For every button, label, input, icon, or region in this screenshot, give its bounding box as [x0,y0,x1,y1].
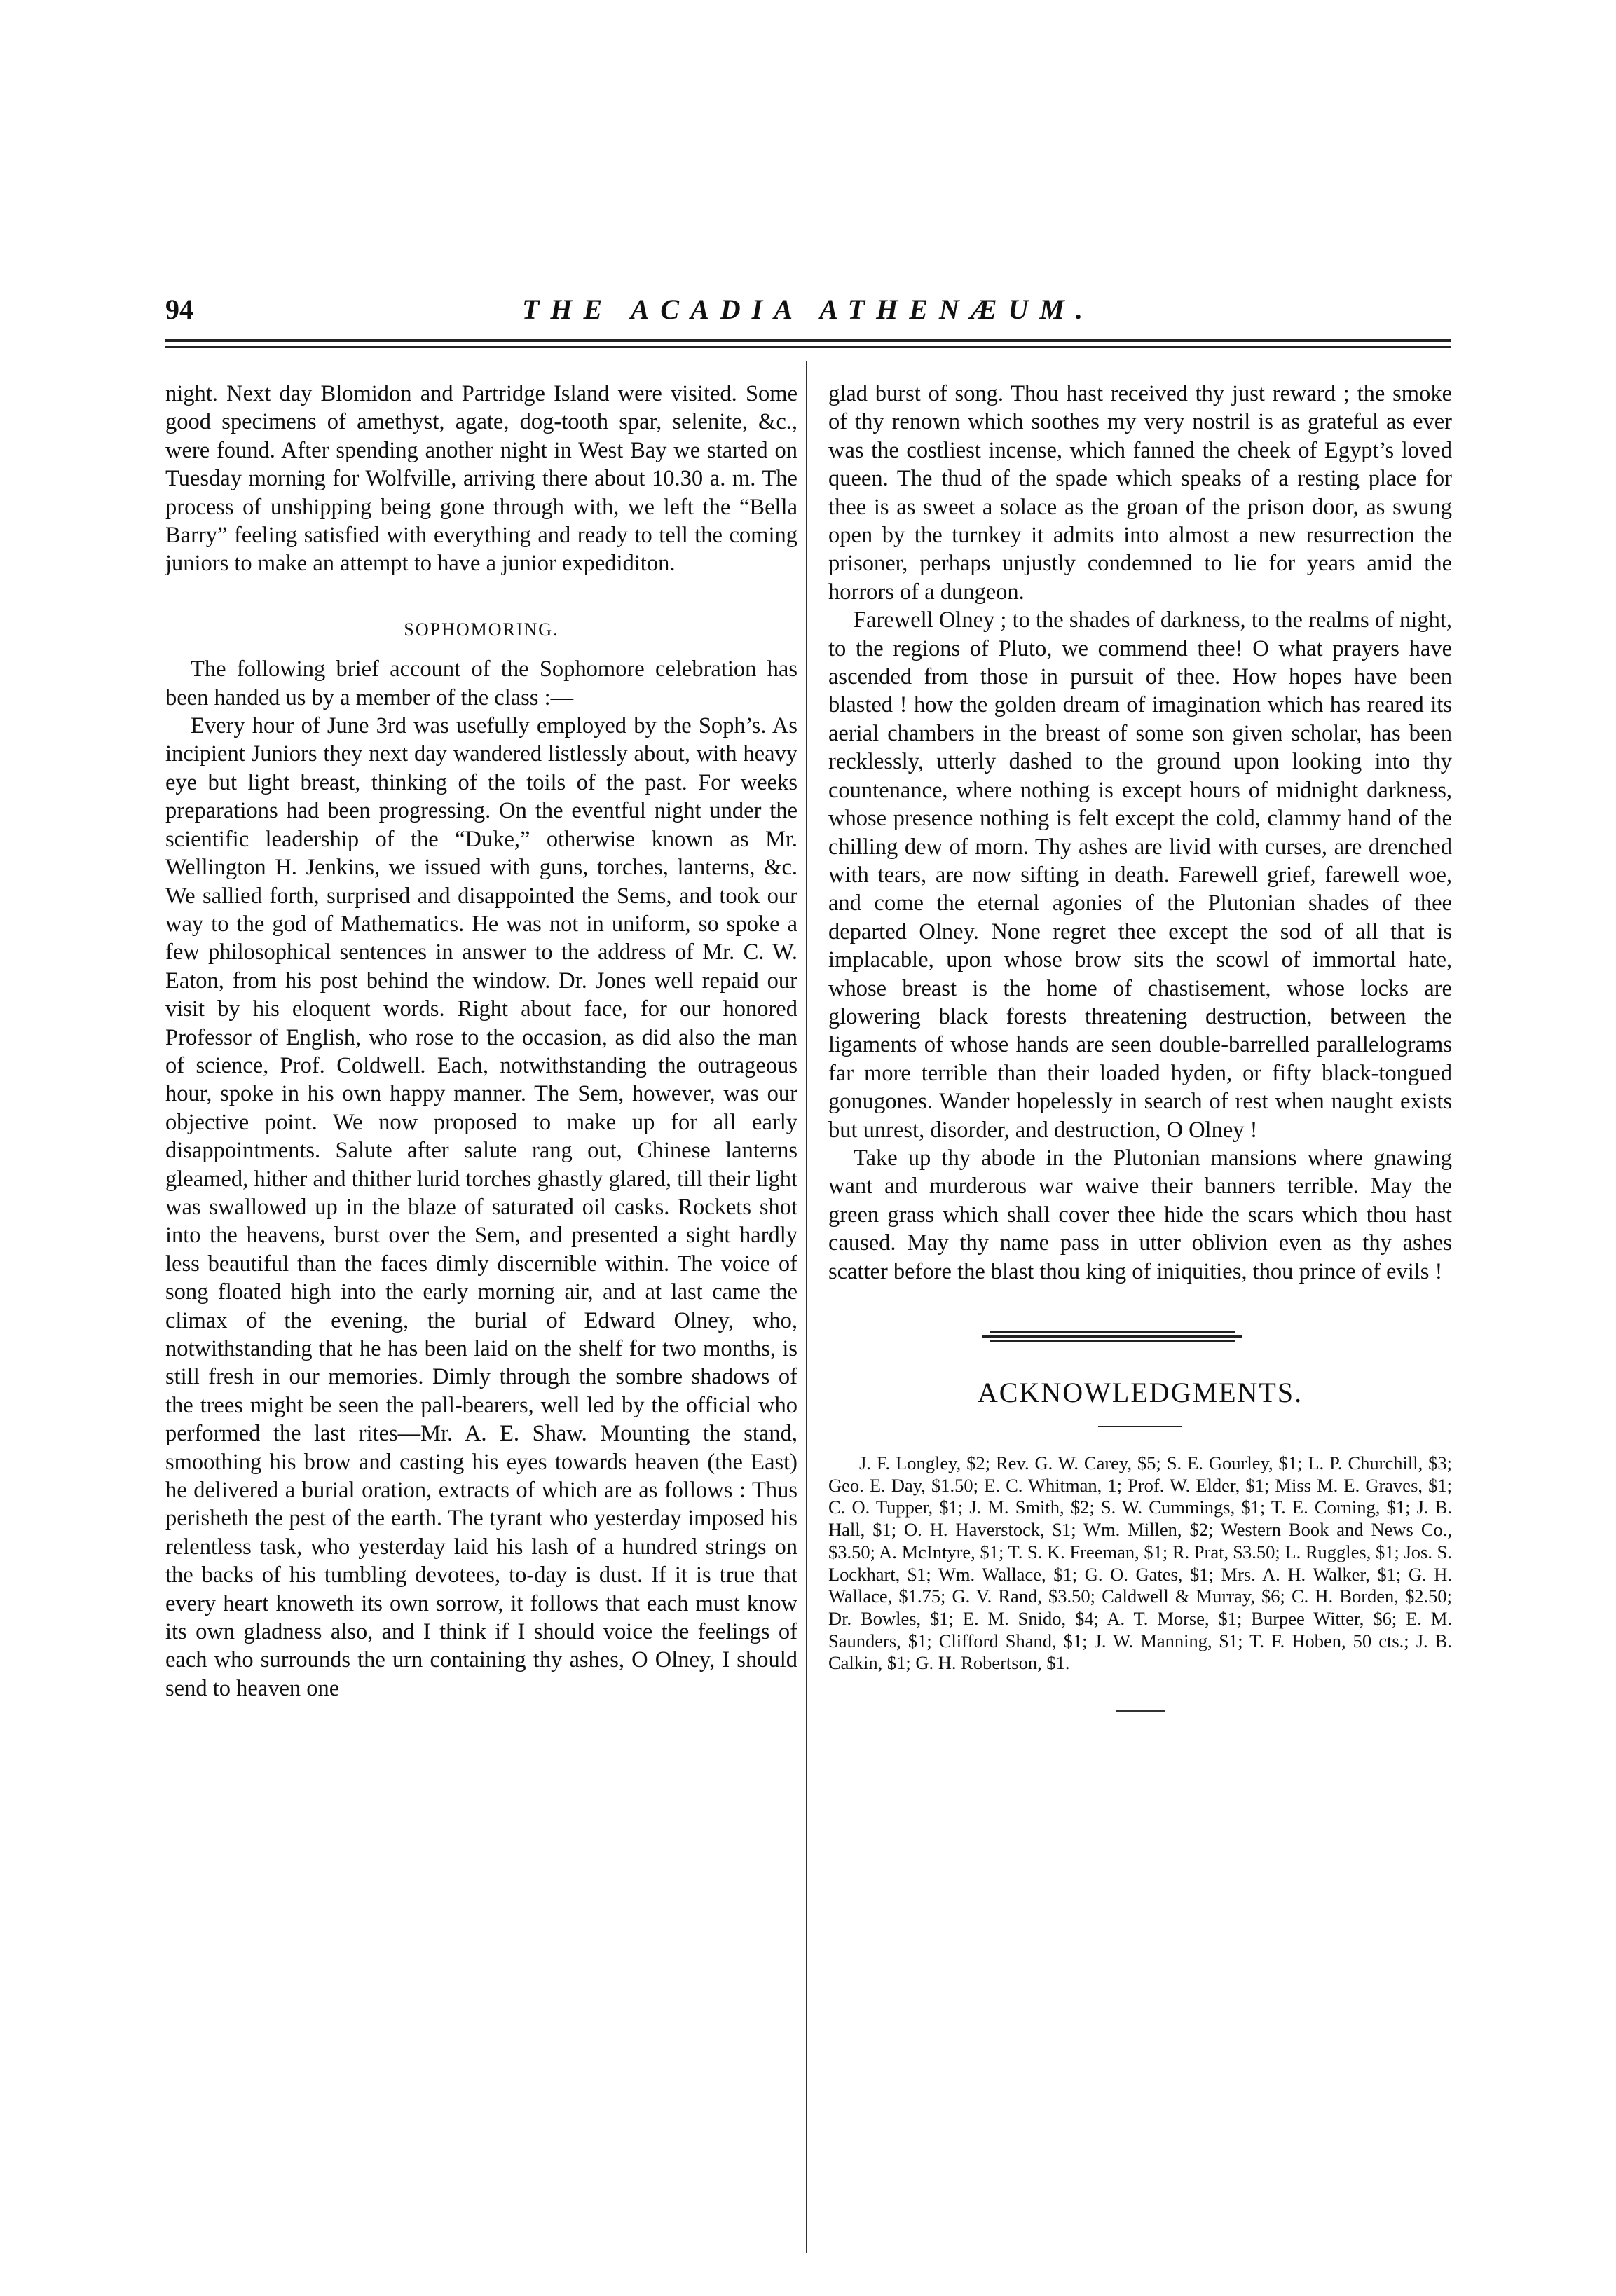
paragraph-celebration: Every hour of June 3rd was usefully employed by the Soph’s. As incipient Juniors they next day wandered listlessly about, with heavy eye but light breast, thinking of the toils of the past. For weeks preparations had been progressing. On the eventful night under the scientific leadership of the “Duke,” otherwise known as Mr. Wellington H. Jenkins, we issued with guns, torches, lanterns, &c. We sallied forth, surprised and disappointed the Sems, and took our way to the god of Mathematics. He was not in uniform, so spoke a few philosophical sentences in answer to the address of Mr. C. W. Eaton, from his post behind the window. Dr. Jones well repaid our visit by his eloquent words. Right about face, for our honored Professor of English, who rose to the occasion, as did also the man of science, Prof. Coldwell. Each, notwithstanding the outrageous hour, spoke in his own happy manner. The Sem, however, was our objective point. We now proposed to make up for all early disappointments. Salute after salute rang out, Chinese lanterns gleamed, hither and thither lurid torches ghastly glared, till their light was swallowed up in the blaze of saturated oil casks. Rockets shot into the heavens, burst over the Sem, and presented a sight hardly less beautiful than the faces dimly discernible within. The voice of song floated high into the early morning air, and at last came the climax of the evening, the burial of Edward Olney, who, notwithstanding that he has been laid on the shelf for two months, is still fresh in our memories. Dimly through the sombre shadows of the trees might be seen the pall-bearers, well led by the official who performed the last rites—Mr. A. E. Shaw. Mounting the stand, smoothing his brow and casting his eyes towards heaven (the East) he delivered a burial oration, extracts of which are as follows : Thus perisheth the pest of the earth. The tyrant who yesterday imposed his relentless task, who yesterday laid his lash of a hundred strings on the backs of his tumbling devotees, to-day is dust. If it is true that every heart knoweth its own sorrow, it follows that each must know its own gladness also, and I think if I should voice the feelings of each who surrounds the urn containing thy ashes, O Olney, I should send to heaven one [165,713,797,1701]
acknowledgments-heading: ACKNOWLEDGMENTS. [977,1377,1303,1408]
paragraph-farewell: Farewell Olney ; to the shades of darkness, to the realms of night, to the regions of Pluto, we commend thee! O what prayers have ascended from those in pursuit of thee. How hopes have been blasted ! how the golden dream of imagination which has reared its aerial chambers in the breast of some son given scholar, has been recklessly, utterly dashed to the ground upon looking into thy countenance, where nothing is except hours of midnight darkness, whose presence nothing is felt except the cold, clammy hand of the chilling dew of morn. Thy ashes are livid with curses, are drenched with tears, are now sifting in death. Farewell grief, farewell woe, and come the eternal agonies of the Plutonian shades of thee departed Olney. None regret thee except the sod of all that is implacable, upon whose brow sits the scowl of immortal hate, whose breast is the home of chastisement, whose locks are glowering black forests threatening destruction, between the ligaments of whose hands are seen double-barrelled parallelograms far more terrible than their loaded hyden, or fifty black-tongued gonugones. Wander hopelessly in search of rest when naught exists but unrest, disorder, and destruction, O Olney ! [828,607,1452,1143]
left-column [165,380,797,1703]
paragraph-expedition-end: night. Next day Blomidon and Partridge Island were visited. Some good specimens of amethyst, agate, dog-tooth spar, selenite, &c., were found. After spending another night in West Bay we started on Tuesday morning for Wolfville, arriving there about 10.30 a. m. The process of unshipping being gone through with, we left the “Bella Barry” feeling satisfied with everything and ready to tell the coming juniors to make an attempt to have a junior expediditon. [165,381,797,577]
paragraph-abode: Take up thy abode in the Plutonian mansions where gnawing want and murderous war waive their banners terrible. May the green grass which shall cover thee hide the scars which thou hast caused. May thy name pass in utter oblivion even as thy ashes scatter before the blast thou king of iniquities, thou prince of evils ! [828,1145,1452,1284]
page-number: 94 [165,294,193,325]
header-rule-thick [165,339,1451,342]
column-divider [806,361,807,2253]
acknowledgments-list: J. F. Longley, $2; Rev. G. W. Carey, $5; S. E. Gourley, $1; L. P. Churchill, $3; Geo. E. Day, $1.50; E. C. Whitman, 1; Prof. W. Elder, $1; Miss M. E. Graves, $1; C. O. Tupper, $1; J. M. Smith, $2; S. W. Cummings, $1; T. E. Corning, $1; J. B. Hall, $1; O. H. Haverstock, $1; Wm. Millen, $2; Western Book and News Co., $3.50; A. McIntyre, $1; T. S. K. Freeman, $1; R. Prat, $3.50; L. Ruggles, $1; Jos. S. Lockhart, $1; Wm. Wallace, $1; G. O. Gates, $1; Mrs. A. H. Walker, $1; G. H. Wallace, $1.75; G. V. Rand, $3.50; Caldwell & Murray, $6; C. H. Borden, $2.50; Dr. Bowles, $1; E. M. Snido, $4; A. T. Morse, $1; Burpee Witter, $6; E. M. Saunders, $1; Clifford Shand, $1; J. W. Manning, $1; T. F. Hoben, 50 cts.; J. B. Calkin, $1; G. H. Robertson, $1. [828,1452,1452,1674]
paragraph-oration-cont: glad burst of song. Thou hast received thy just reward ; the smoke of thy renown which soothes my very nostril is as grateful as ever was the costliest incense, which fanned the cheek of Egypt’s loved queen. The thud of the spade which speaks of a resting place for thee is as sweet a solace as the groan of the prison door, as swung open by the turnkey it admits into almost a new resurrection the prisoner, perhaps unjustly condemned to lie for years amid the horrors of a dungeon. [828,381,1452,605]
page-header [165,293,1451,335]
paragraph-intro: The following brief account of the Sophomore celebration has been handed us by a member of the class :— [165,657,797,710]
right-column [828,380,1452,1712]
end-mark [1116,1710,1165,1712]
running-title: THE ACADIA ATHENÆUM. [521,294,1094,325]
section-ornament-rule [828,1326,1452,1347]
acknowledgments-rule [1098,1426,1182,1427]
header-rule-thin [165,346,1451,348]
section-heading-sophomoring: SOPHOMORING. [404,619,559,640]
